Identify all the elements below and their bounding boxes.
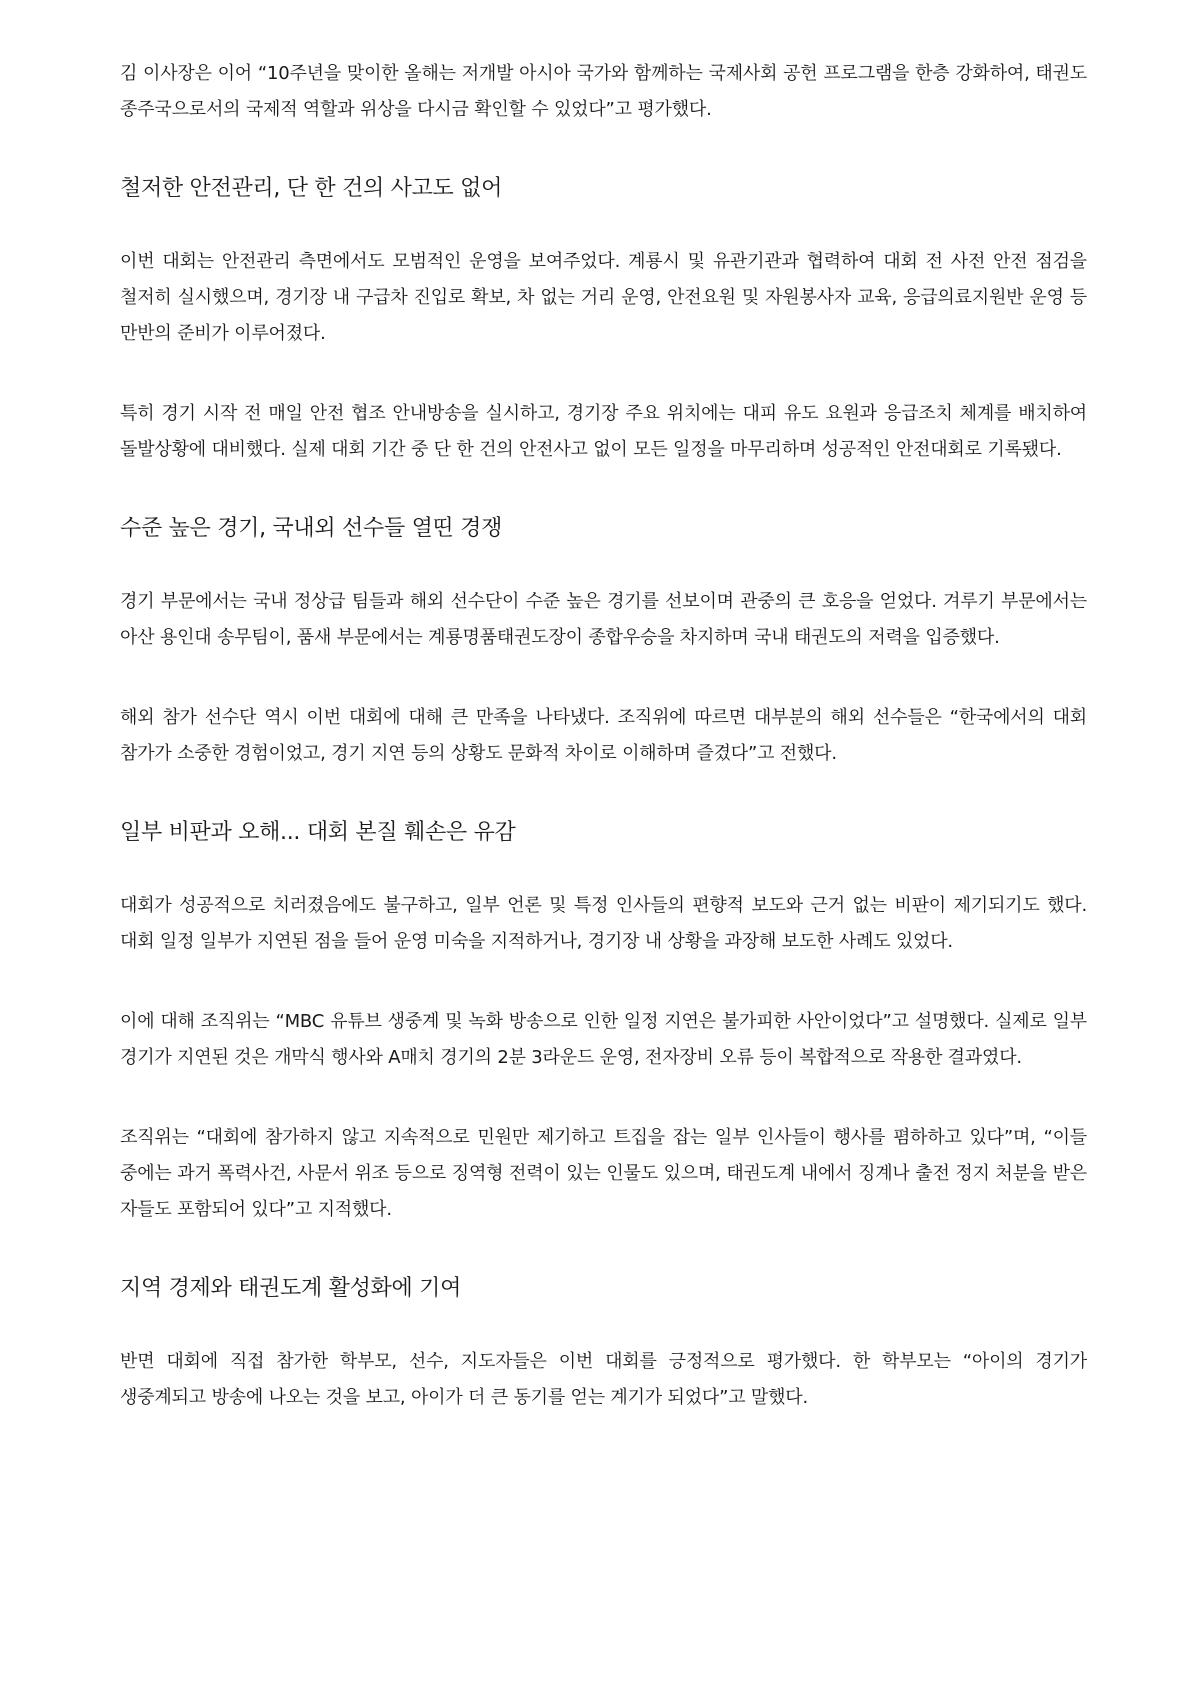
paragraph-intro: 김 이사장은 이어 “10주년을 맞이한 올해는 저개발 아시아 국가와 함께하는 국제사회 공헌 프로그램을 한층 강화하여, 태권도 종주국으로서의 국제적 역할과 위상을 다시금 확인할 수 있었다”고 평가했다. xyxy=(120,63,1087,120)
spacer xyxy=(120,128,1087,172)
spacer xyxy=(120,960,1087,1004)
paragraph-competition-2: 해외 참가 선수단 역시 이번 대회에 대해 큰 만족을 나타냈다. 조직위에 따르면 대부분의 해외 선수들은 “한국에서의 대회 참가가 소중한 경험이었고, 경기 지연 등의 상황도 문화적 차이로 이해하며 즐겼다”고 전했다. xyxy=(120,707,1087,764)
spacer xyxy=(120,1076,1087,1120)
spacer xyxy=(120,468,1087,512)
paragraph-criticism-3: 조직위는 “대회에 참가하지 않고 지속적으로 민원만 제기하고 트집을 잡는 일부 인사들이 행사를 폄하하고 있다”며, “이들 중에는 과거 폭력사건, 사문서 위조 등으로 징역형 전력이 있는 인물도 있으며, 태권도계 내에서 징계나 출전 정지 처분을 받은 자들도 포함되어 있다”고 지적했다. xyxy=(120,1127,1087,1220)
paragraph-safety-2: 특히 경기 시작 전 매일 안전 협조 안내방송을 실시하고, 경기장 주요 위치에는 대피 유도 요원과 응급조치 체계를 배치하여 돌발상황에 대비했다. 실제 대회 기간 중 단 한 건의 안전사고 없이 모든 일정을 마무리하며 성공적인 안전대회로 기록됐다. xyxy=(120,403,1087,460)
section-heading-competition: 수준 높은 경기, 국내외 선수들 열띤 경쟁 xyxy=(120,516,503,541)
section-heading-economy: 지역 경제와 태권도계 활성화에 기여 xyxy=(120,1276,462,1301)
spacer xyxy=(120,850,1087,888)
spacer xyxy=(120,656,1087,700)
spacer xyxy=(120,206,1087,244)
spacer xyxy=(120,1306,1087,1344)
paragraph-competition-1: 경기 부문에서는 국내 정상급 팀들과 해외 선수단이 수준 높은 경기를 선보이며 관중의 큰 호응을 얻었다. 겨루기 부문에서는 아산 용인대 송무팀이, 품새 부문에서는 계룡명품태권도장이 종합우승을 차지하며 국내 태권도의 저력을 입증했다. xyxy=(120,591,1087,648)
spacer xyxy=(120,546,1087,584)
paragraph-criticism-2: 이에 대해 조직위는 “MBC 유튜브 생중계 및 녹화 방송으로 인한 일정 지연은 불가피한 사안이었다”고 설명했다. 실제로 일부 경기가 지연된 것은 개막식 행사와 A매치 경기의 2분 3라운드 운영, 전자장비 오류 등이 복합적으로 작용한 결과였다. xyxy=(120,1011,1087,1068)
spacer xyxy=(120,1228,1087,1272)
paragraph-safety-1: 이번 대회는 안전관리 측면에서도 모범적인 운영을 보여주었다. 계룡시 및 유관기관과 협력하여 대회 전 사전 안전 점검을 철저히 실시했으며, 경기장 내 구급차 진입로 확보, 차 없는 거리 운영, 안전요원 및 자원봉사자 교육, 응급의료지원반 운영 등 만반의 준비가 이루어졌다. xyxy=(120,251,1087,344)
section-heading-safety: 철저한 안전관리, 단 한 건의 사고도 없어 xyxy=(120,176,503,201)
paragraph-criticism-1: 대회가 성공적으로 치러졌음에도 불구하고, 일부 언론 및 특정 인사들의 편향적 보도와 근거 없는 비판이 제기되기도 했다. 대회 일정 일부가 지연된 점을 들어 운영 미숙을 지적하거나, 경기장 내 상황을 과장해 보도한 사례도 있었다. xyxy=(120,895,1087,952)
paragraph-economy-1: 반면 대회에 직접 참가한 학부모, 선수, 지도자들은 이번 대회를 긍정적으로 평가했다. 한 학부모는 “아이의 경기가 생중계되고 방송에 나오는 것을 보고, 아이가 더 큰 동기를 얻는 계기가 되었다”고 말했다. xyxy=(120,1351,1087,1408)
spacer xyxy=(120,352,1087,396)
spacer xyxy=(120,772,1087,816)
section-heading-criticism: 일부 비판과 오해... 대회 본질 훼손은 유감 xyxy=(120,820,516,845)
